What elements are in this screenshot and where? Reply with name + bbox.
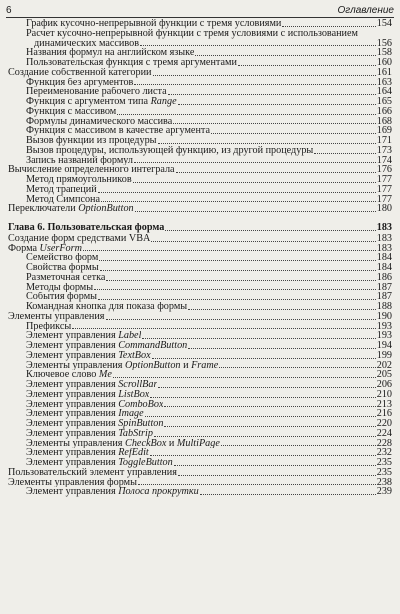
toc-entry [8, 97, 392, 107]
leader-dots [238, 58, 376, 66]
toc-entry-italic-term: RefEdit [118, 448, 149, 458]
toc-entry-italic-term: ScrollBar [118, 380, 158, 390]
toc-entry [8, 185, 392, 195]
toc-entry [8, 39, 392, 49]
leader-dots [211, 126, 376, 134]
section-title: Оглавление [337, 5, 394, 16]
toc-entry-italic-term: SpinButton [118, 419, 164, 429]
toc-entry-title [8, 312, 105, 322]
toc-entry-title [8, 204, 134, 214]
leader-dots [150, 390, 375, 398]
toc-entry [8, 126, 392, 136]
toc-entry [8, 478, 392, 488]
toc-page-number: 202 [376, 359, 392, 371]
toc-entry-title [26, 156, 133, 166]
leader-dots [282, 19, 375, 27]
toc-entry-text: Элементы управления формы [8, 477, 137, 488]
table-of-contents [8, 19, 392, 497]
leader-dots [178, 97, 376, 105]
toc-page-number: 235 [376, 466, 392, 478]
toc-page-number: 183 [376, 232, 392, 244]
toc-entry-text: Метод прямоугольников [26, 175, 132, 185]
toc-entry [8, 448, 392, 458]
toc-entry-text: Функция без аргументов [26, 77, 134, 88]
leader-dots [178, 468, 376, 476]
toc-page-number: 238 [376, 476, 392, 488]
toc-entry-italic-term: Полоса прокрутки [118, 487, 199, 497]
toc-page-number: 224 [376, 427, 392, 439]
toc-entry-text: Метод Симпсона [26, 194, 101, 205]
toc-page-number: 216 [376, 408, 392, 420]
leader-dots [106, 273, 375, 281]
toc-page-number: 154 [376, 18, 392, 29]
toc-entry-italic-term: CommandButton [118, 341, 188, 351]
toc-entry [8, 87, 392, 97]
toc-entry-title [26, 390, 149, 400]
toc-entry-text: Элемент управления [26, 341, 119, 351]
page-number: 6 [6, 5, 12, 16]
toc-entry-title [26, 429, 153, 439]
toc-entry-text: Элемент управления [26, 350, 119, 361]
toc-entry-title [26, 175, 132, 185]
toc-entry-italic-term: Range [150, 97, 177, 107]
toc-entry [8, 341, 392, 351]
toc-entry-title [8, 68, 152, 78]
toc-entry [8, 58, 392, 68]
toc-entry-title [26, 361, 218, 371]
toc-entry-title [26, 78, 133, 88]
toc-entry-text: Вызов процедуры, использующей функцию, из другой процедуры [26, 145, 314, 156]
toc-entry [8, 370, 392, 380]
toc-entry-title [26, 419, 163, 429]
toc-entry-title [26, 458, 173, 468]
leader-dots [150, 448, 376, 456]
toc-entry-title [26, 117, 172, 127]
leader-dots [158, 380, 375, 388]
toc-page-number: 188 [376, 301, 392, 312]
toc-entry [8, 292, 392, 302]
leader-dots [158, 136, 376, 144]
toc-entry-italic-term: ListBox [118, 389, 150, 400]
leader-dots [113, 370, 376, 378]
leader-dots [140, 38, 376, 46]
toc-entry [8, 117, 392, 127]
toc-entry [8, 195, 392, 205]
leader-dots [134, 77, 375, 85]
toc-entry-text: Создание форм средствами VBA [8, 233, 151, 244]
leader-dots [99, 253, 375, 261]
toc-entry [8, 322, 392, 332]
toc-page-number: 205 [376, 369, 392, 381]
toc-entry-italic-term: Image [118, 409, 144, 419]
toc-entry-title [26, 195, 100, 205]
leader-dots [188, 302, 376, 310]
toc-entry-text: Элемент управления [26, 380, 119, 390]
leader-dots [83, 243, 376, 251]
toc-entry [8, 175, 392, 185]
leader-dots [151, 234, 375, 242]
toc-entry [8, 487, 392, 497]
toc-page-number: 193 [376, 330, 392, 342]
toc-entry-text: Элемент управления [26, 428, 119, 439]
toc-page-number: 158 [376, 47, 392, 59]
toc-entry [8, 458, 392, 468]
toc-entry-text: График кусочно-непрерывной функции с тремя условиями [26, 19, 282, 29]
toc-entry [8, 78, 392, 88]
toc-entry-text: Методы формы [26, 282, 94, 293]
toc-entry [8, 312, 392, 322]
toc-entry-title [26, 19, 281, 29]
toc-page-number: 183 [376, 242, 392, 254]
toc-entry [8, 107, 392, 117]
toc-page-number: 176 [376, 164, 392, 176]
toc-entry-text: Элемент управления [26, 409, 119, 419]
toc-entry-text: Вызов функции из процедуры [26, 136, 157, 146]
toc-entry-italic-term: TabStrip [118, 428, 153, 439]
toc-entry-title [8, 234, 150, 244]
toc-entry-title [26, 322, 71, 332]
toc-page-number: 193 [376, 320, 392, 332]
leader-dots [106, 312, 376, 320]
toc-page-number: 174 [376, 154, 392, 166]
toc-entry-text: Разметочная сетка [26, 272, 106, 283]
toc-entry-title [26, 273, 105, 283]
leader-dots [314, 146, 375, 154]
toc-entry-text: Переключатели [8, 204, 79, 214]
toc-page-number: 169 [376, 125, 392, 137]
toc-entry-italic-term: OptionButton [125, 360, 181, 371]
toc-entry-text: Названия формул на английском языке [26, 48, 195, 58]
toc-page-number: 235 [376, 457, 392, 468]
toc-entry [8, 48, 392, 58]
toc-entry [8, 146, 392, 156]
leader-dots [142, 331, 375, 339]
leader-dots [168, 87, 376, 95]
toc-entry-text: Форма [8, 243, 40, 254]
toc-entry [8, 253, 392, 263]
toc-entry-text: динамических массивов [34, 38, 140, 49]
toc-entry-text: Элемент управления [26, 419, 119, 429]
toc-page-number: 186 [376, 271, 392, 283]
toc-page-number: 184 [376, 252, 392, 264]
toc-entry-italic-term: Frame [191, 360, 219, 371]
toc-entry-text: Глава 6. Пользовательская форма [8, 223, 165, 233]
toc-entry-title [26, 292, 97, 302]
spacer [8, 214, 392, 218]
toc-page-number: 171 [376, 135, 392, 146]
toc-entry-title [26, 185, 97, 195]
toc-entry-italic-term: MultiPage [176, 438, 220, 449]
leader-dots [98, 185, 376, 193]
toc-page-number: 161 [376, 66, 392, 78]
toc-page-number: 187 [376, 291, 392, 303]
toc-entry-text: Элемент управления [26, 389, 119, 400]
toc-page-number: 213 [376, 398, 392, 410]
toc-page-number: 168 [376, 115, 392, 127]
toc-entry-text: и [180, 360, 192, 371]
toc-entry [8, 390, 392, 400]
leader-dots [165, 223, 375, 231]
toc-page-number: 177 [376, 183, 392, 195]
toc-entry-text: и [166, 438, 177, 449]
toc-page-number: 220 [376, 418, 392, 429]
toc-entry-text: Формулы динамического массива [26, 116, 173, 127]
toc-entry-title [26, 448, 149, 458]
leader-dots [101, 194, 376, 202]
toc-entry-title [26, 341, 187, 351]
toc-page-number: 156 [376, 37, 392, 49]
leader-dots [152, 351, 376, 359]
toc-entry-italic-term: TextBox [118, 350, 151, 361]
toc-entry-title [26, 283, 93, 293]
toc-entry-title [26, 263, 99, 273]
toc-page-number: 183 [376, 222, 392, 233]
toc-entry-text: Расчет кусочно-непрерывной функции с тремя условиями с использованием [26, 28, 358, 39]
leader-dots [138, 477, 376, 485]
toc-entry-title [26, 253, 98, 263]
toc-entry-italic-term: ToggleButton [118, 458, 173, 468]
leader-dots [117, 107, 375, 115]
toc-entry-title [26, 370, 112, 380]
toc-entry [8, 361, 392, 371]
toc-entry-title [26, 146, 313, 156]
toc-page-number: 180 [376, 203, 392, 215]
toc-entry [8, 136, 392, 146]
toc-entry-text: Пользовательская функция с тремя аргументами [26, 58, 237, 68]
toc-entry [8, 156, 392, 166]
toc-entry-text: Элементы управления [26, 360, 126, 371]
toc-entry-text: Запись названий формул [26, 155, 134, 166]
toc-page-number: 232 [376, 447, 392, 459]
leader-dots [134, 155, 376, 163]
toc-entry-text: Функция с массивом [26, 106, 117, 117]
toc-entry-title [26, 87, 167, 97]
toc-page-number: 163 [376, 76, 392, 88]
toc-entry-text: Командная кнопка для показа формы [26, 302, 188, 312]
toc-entry-title [8, 165, 175, 175]
toc-page-number: 177 [376, 193, 392, 205]
toc-page-number: 206 [376, 379, 392, 390]
toc-entry [8, 234, 392, 244]
toc-entry-text: Элемент управления [26, 448, 119, 458]
toc-entry-title [26, 107, 116, 117]
leader-dots [94, 282, 376, 290]
toc-entry [8, 204, 392, 214]
toc-entry-title [26, 126, 210, 136]
toc-entry-text: Семейство форм [26, 253, 99, 263]
toc-entry-text: Функция с аргументом типа [26, 97, 151, 107]
toc-entry-title [26, 331, 141, 341]
toc-entry [8, 19, 392, 29]
toc-entry-text: Элемент управления [26, 331, 119, 341]
toc-entry-title [26, 400, 163, 410]
toc-page-number: 199 [376, 349, 392, 361]
toc-entry-title [26, 48, 194, 58]
leader-dots [153, 68, 376, 76]
leader-dots [145, 409, 376, 417]
toc-entry-title [26, 58, 237, 68]
toc-entry-italic-term: Me [98, 370, 112, 380]
toc-entry-italic-term: CheckBox [125, 438, 167, 449]
toc-entry-title [26, 487, 199, 497]
toc-entry-title [26, 351, 151, 361]
toc-entry-title [26, 97, 177, 107]
leader-dots [219, 360, 375, 368]
toc-entry-title [8, 478, 137, 488]
toc-entry-title [26, 136, 157, 146]
toc-entry-title [26, 302, 187, 312]
toc-page-number: 177 [376, 174, 392, 185]
leader-dots [176, 165, 376, 173]
toc-page-number: 194 [376, 340, 392, 351]
toc-entry [8, 380, 392, 390]
toc-entry-text: Метод трапеций [26, 184, 97, 195]
leader-dots [133, 175, 376, 183]
toc-entry [8, 429, 392, 439]
toc-entry-italic-term: ComboBox [118, 399, 164, 410]
toc-entry-title [26, 439, 220, 449]
toc-entry-title [26, 380, 157, 390]
toc-entry-text: Свойства формы [26, 263, 99, 273]
toc-entry [8, 409, 392, 419]
toc-entry-text: Создание собственной категории [8, 67, 152, 78]
leader-dots [188, 341, 375, 349]
toc-entry-title [34, 39, 139, 49]
toc-page-number: 239 [376, 486, 392, 498]
toc-entry [8, 29, 392, 39]
toc-chapter-heading [8, 223, 392, 233]
leader-dots [164, 419, 375, 427]
toc-entry-text: Элемент управления [26, 487, 119, 497]
toc-entry [8, 468, 392, 478]
toc-entry [8, 351, 392, 361]
toc-entry-text: Элементы управления [26, 438, 126, 449]
toc-entry-title [8, 244, 82, 254]
toc-entry [8, 244, 392, 254]
toc-page-number: 184 [376, 262, 392, 273]
toc-entry [8, 263, 392, 273]
leader-dots [164, 399, 375, 407]
toc-entry [8, 273, 392, 283]
toc-entry [8, 419, 392, 429]
toc-page-number: 164 [376, 86, 392, 98]
leader-dots [195, 48, 375, 56]
leader-dots [221, 438, 376, 446]
leader-dots [173, 116, 375, 124]
toc-entry-text: События формы [26, 292, 97, 302]
toc-entry-text: Элементы управления [8, 311, 105, 322]
leader-dots [98, 292, 376, 300]
toc-entry [8, 400, 392, 410]
leader-dots [174, 458, 376, 466]
toc-page-number: 210 [376, 388, 392, 400]
toc-page-number: 165 [376, 96, 392, 107]
toc-page-number: 190 [376, 310, 392, 322]
toc-entry-title [8, 468, 177, 478]
toc-entry-title [26, 29, 358, 39]
leader-dots [200, 487, 376, 495]
toc-page-number: 228 [376, 437, 392, 449]
running-header [6, 2, 394, 18]
toc-page-number: 166 [376, 105, 392, 117]
toc-entry-text: Элемент управления [26, 399, 119, 410]
toc-entry [8, 331, 392, 341]
toc-entry [8, 302, 392, 312]
toc-entry-text: Пользовательский элемент управления [8, 467, 177, 478]
leader-dots [135, 204, 376, 212]
toc-entry-italic-term: Label [118, 331, 142, 341]
toc-entry-text: Элемент управления [26, 458, 119, 468]
toc-entry [8, 439, 392, 449]
toc-page-number: 160 [376, 57, 392, 68]
toc-entry-text: Префиксы [26, 321, 72, 332]
leader-dots [154, 429, 376, 437]
toc-entry-italic-term: OptionButton [78, 204, 134, 214]
toc-entry-title [26, 409, 144, 419]
toc-entry-text: Переименование рабочего листа [26, 87, 167, 97]
leader-dots [100, 263, 376, 271]
leader-dots [72, 321, 376, 329]
toc-entry [8, 165, 392, 175]
toc-entry-title [8, 223, 164, 233]
toc-entry-text: Вычисление определенного интеграла [8, 165, 175, 175]
toc-entry-text: Ключевое слово [26, 370, 99, 380]
toc-entry [8, 283, 392, 293]
toc-entry-italic-term: UserForm [39, 243, 82, 254]
toc-page-number: 173 [376, 144, 392, 156]
toc-entry [8, 68, 392, 78]
toc-entry-text: Функция с массивом в качестве аргумента [26, 126, 211, 136]
toc-page-number: 187 [376, 281, 392, 293]
